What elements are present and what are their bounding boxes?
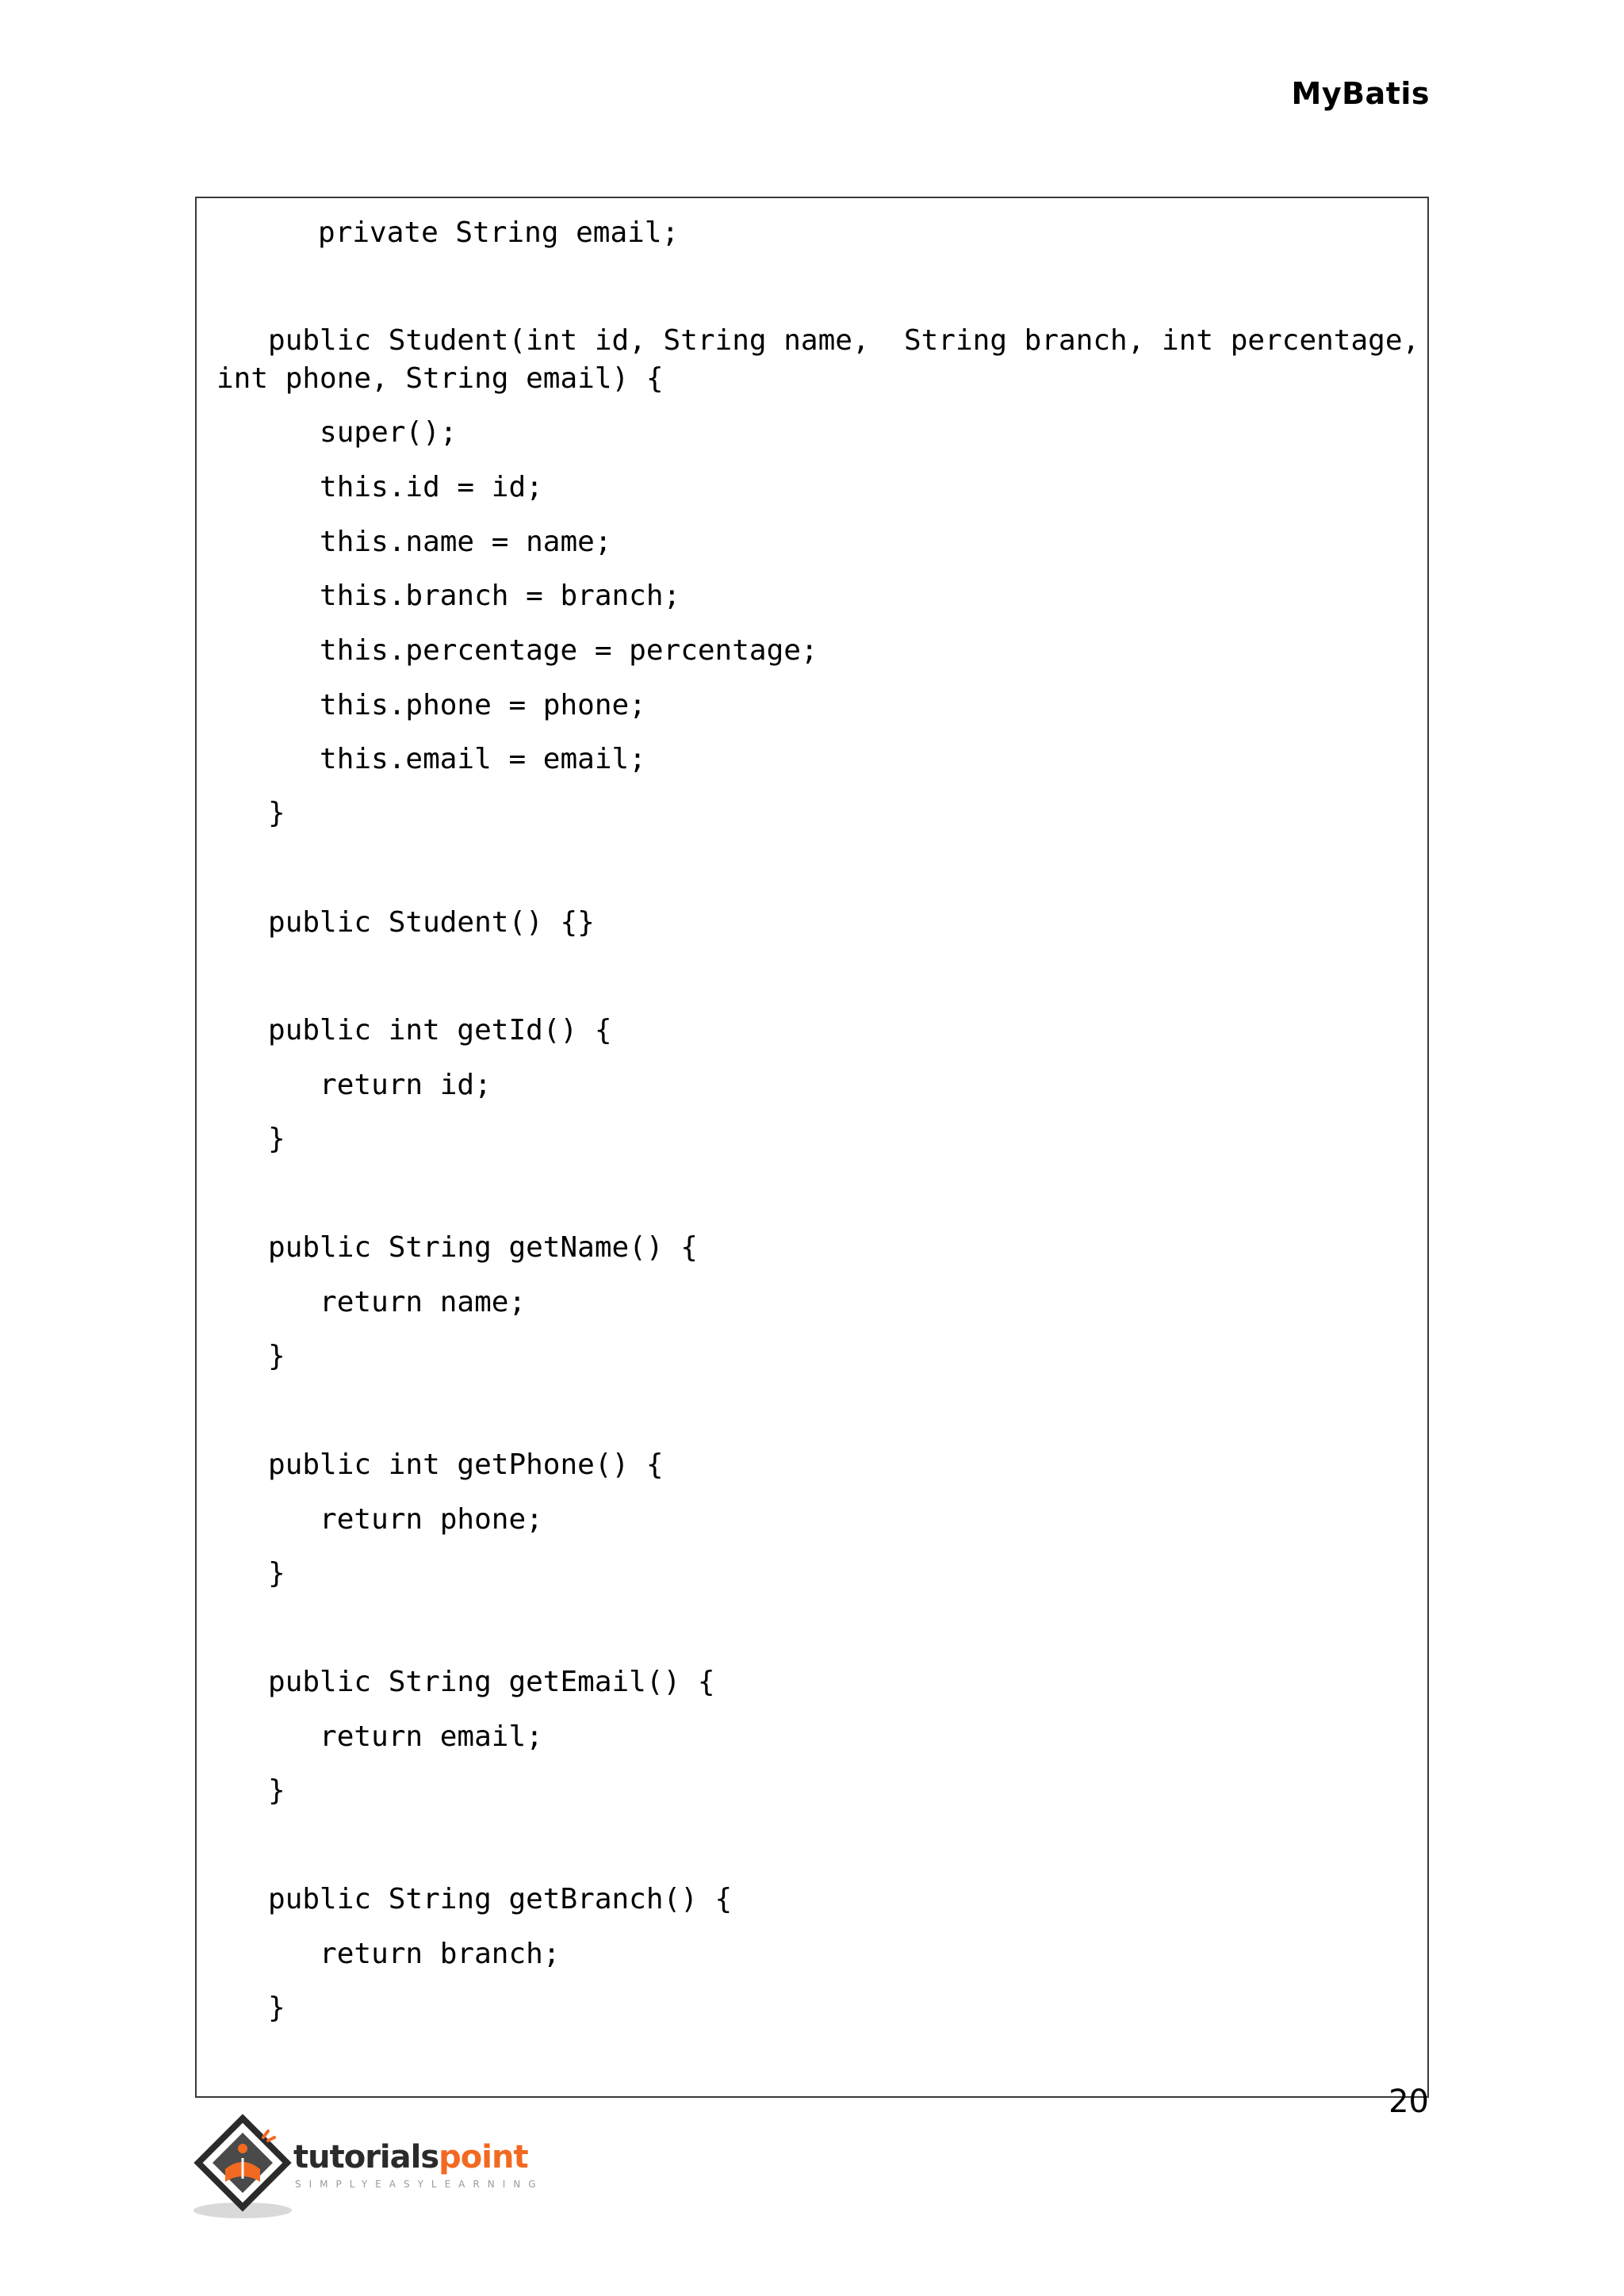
code-line: return id; (216, 1069, 492, 1101)
logo-wordmark (293, 2139, 528, 2175)
code-line: this.email = email; (216, 743, 646, 775)
tutorialspoint-logo (193, 2114, 542, 2225)
code-line: this.percentage = percentage; (216, 634, 818, 667)
logo-word-point: point (439, 2139, 528, 2175)
code-line: return email; (216, 1720, 543, 1753)
code-line: this.id = id; (216, 471, 543, 503)
tutorialspoint-logo-icon (193, 2114, 297, 2225)
code-line: public int getId() { (216, 1014, 612, 1047)
code-line: this.branch = branch; (216, 580, 681, 612)
code-line: private String email; (266, 216, 680, 249)
code-line: public int getPhone() { (216, 1448, 664, 1481)
code-line: public String getBranch() { (216, 1883, 733, 1915)
code-line: } (216, 1123, 285, 1155)
code-line: } (216, 1774, 285, 1807)
code-line: } (216, 1992, 285, 2024)
page-header-title: MyBatis (1291, 76, 1430, 111)
code-line: return phone; (216, 1503, 543, 1536)
code-line: this.phone = phone; (216, 689, 646, 721)
code-line: public Student() {} (216, 906, 595, 939)
code-line: } (216, 1557, 285, 1590)
logo-tagline: SIMPLYEASYLEARNING (295, 2179, 544, 2190)
code-line: } (216, 1340, 285, 1372)
code-line: super(); (216, 416, 458, 449)
code-line: return branch; (216, 1938, 561, 1970)
code-block (195, 197, 1429, 2098)
code-line: public Student(int id, String name, String branch, int percentage, (216, 324, 1420, 357)
code-line: public String getEmail() { (216, 1666, 715, 1698)
page-number: 20 (1388, 2084, 1429, 2120)
logo-word-tutorials: tutorials (293, 2139, 439, 2175)
code-line: int phone, String email) { (216, 362, 664, 395)
code-line: this.name = name; (216, 526, 612, 558)
code-line: return name; (216, 1286, 527, 1318)
code-line: public String getName() { (216, 1231, 698, 1264)
code-line: } (216, 797, 285, 829)
